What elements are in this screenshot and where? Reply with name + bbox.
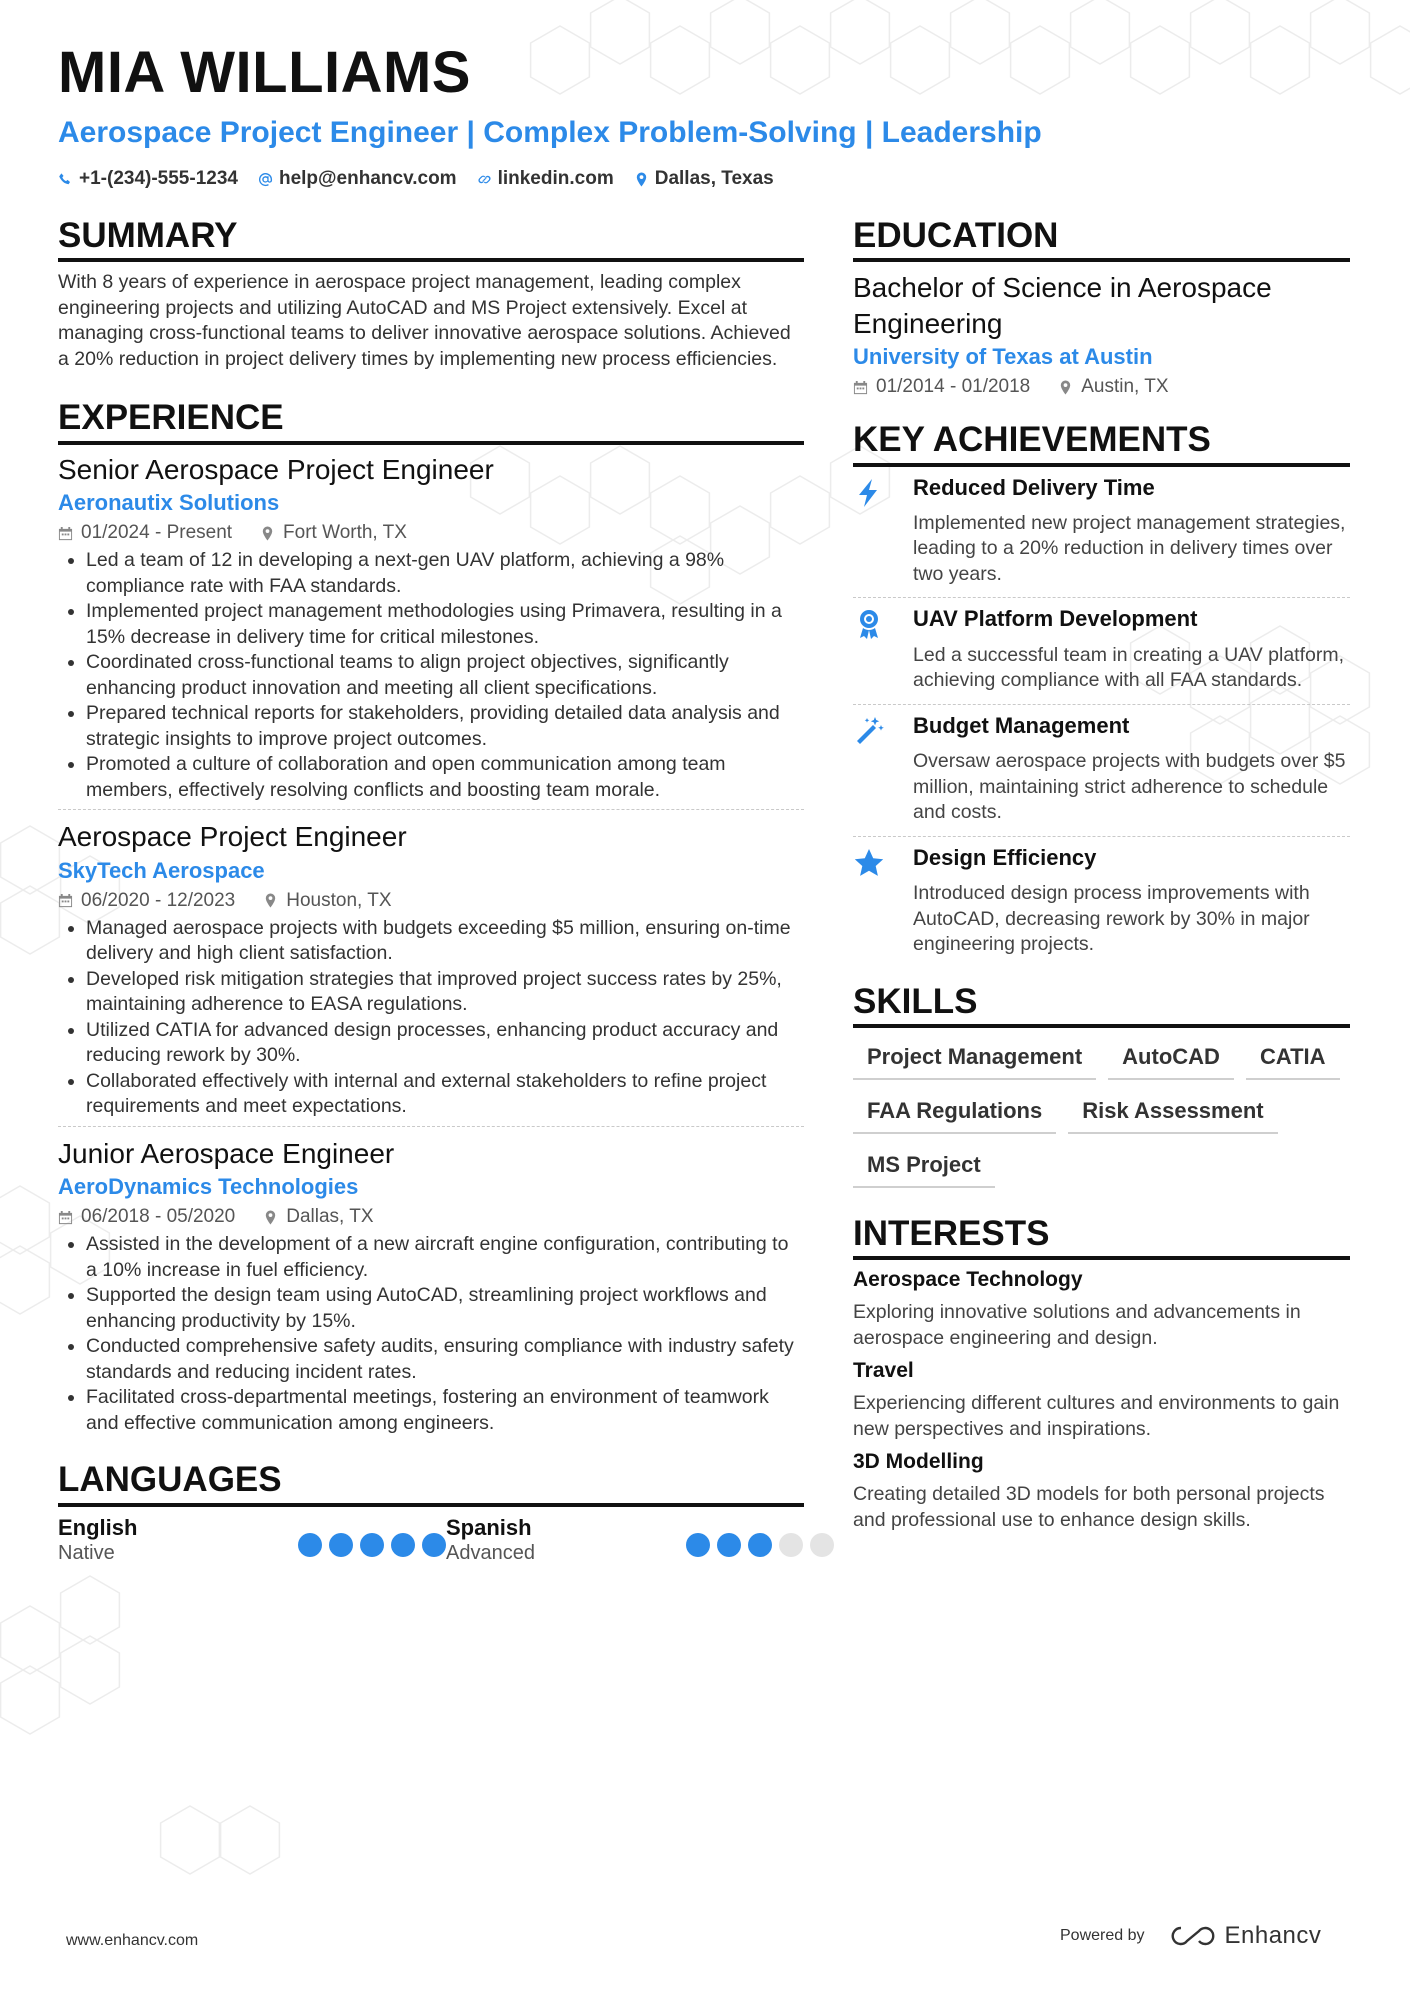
achievements-heading: KEY ACHIEVEMENTS [853,420,1350,466]
contact-email[interactable] [258,168,457,190]
job-dates-text: 01/2024 - Present [81,522,233,544]
summary-heading: SUMMARY [58,216,804,262]
job-location-text: Fort Worth, TX [283,522,407,544]
email-text: help@enhancv.com [278,168,457,189]
languages-heading: LANGUAGES [58,1460,804,1506]
company-name: SkyTech Aerospace [58,857,265,883]
location-pin-icon [1058,380,1073,395]
job-bullet: • Prepared technical reports for stakeholders, providing detailed data analysis and strategic insights to improve project outcomes. [86,701,804,752]
contact-linkedin[interactable] [477,168,614,190]
company-name: Aeronautix Solutions [58,490,280,516]
job-location-text: Dallas, TX [286,1206,374,1228]
skills-list [853,1040,1353,1188]
proficiency-dot-empty [779,1533,803,1557]
job-meta [58,890,804,912]
footer-website[interactable]: www.enhancv.com [66,1932,199,1949]
achievement-item [853,836,1350,968]
calendar-icon [58,893,73,908]
interest-title: Travel [853,1359,914,1383]
linkedin-text: linkedin.com [497,168,614,189]
job-bullet: • Conducted comprehensive safety audits, ensuring compliance with industry safety standards and reducing incident rates. [86,1334,804,1385]
job-title: Aerospace Project Engineer [58,821,407,853]
brand-logo[interactable] [1171,1922,1322,1950]
interest-desc: Creating detailed 3D models for both personal projects and professional use to enhance design skills. [853,1483,1325,1531]
achievement-item [853,597,1350,703]
achievements-section [853,420,1350,967]
job-bullets [58,548,804,803]
interests-heading: INTERESTS [853,1214,1350,1260]
languages-list [58,1515,804,1566]
achievement-title: Reduced Delivery Time [913,474,1155,500]
job-bullets [58,916,804,1120]
job-dates [58,1206,235,1228]
job-bullet: • Assisted in the development of a new aircraft engine configuration, contributing to a 10% increase in fuel efficiency. [86,1232,804,1283]
job-dates-text: 06/2020 - 12/2023 [81,889,236,911]
job-bullet: • Implemented project management methodologies using Primavera, resulting in a 15% decrease in delivery time for critical milestones. [86,599,804,650]
location-pin-icon [634,172,649,187]
achievement-item [853,704,1350,836]
job-bullet: • Developed risk mitigation strategies that improved project success rates by 25%, maintaining adherence to EASA regulations. [86,967,804,1018]
powered-by-label: Powered by [1060,1927,1145,1944]
languages-section [58,1460,804,1566]
interests-section [853,1214,1350,1533]
job-bullet: • Promoted a culture of collaboration and open communication among team members, effectively resolving conflicts and boosting team morale. [86,752,804,803]
education-section [853,216,1350,398]
job-bullet: • Supported the design team using AutoCAD, streamlining project workflows and enhancing productivity by 15%. [86,1283,804,1334]
achievement-title: Budget Management [913,712,1130,738]
job-entry [58,809,804,1126]
achievement-desc: Oversaw aerospace projects with budgets over $5 million, maintaining strict adherence to schedule and costs. [913,750,1346,824]
job-location-text: Houston, TX [286,889,392,911]
education-meta [853,376,1350,398]
calendar-icon [58,526,73,541]
link-icon [477,172,492,187]
proficiency-dot-filled [422,1533,446,1557]
education-dates-text: 01/2014 - 01/2018 [876,376,1031,398]
achievement-title: Design Efficiency [913,844,1097,870]
contact-location [634,168,774,190]
job-bullets [58,1232,804,1436]
proficiency-dot-filled [748,1533,772,1557]
proficiency-dot-filled [391,1533,415,1557]
skills-heading: SKILLS [853,982,1350,1028]
achievement-desc: Led a successful team in creating a UAV platform, achieving compliance with all FAA standards. [913,643,1345,692]
skill-tag: Project Management [853,1040,1096,1080]
right-column [853,216,1350,1533]
job-bullet: • Coordinated cross-functional teams to align project objectives, significantly enhancing product innovation and meeting all client specifications. [86,650,804,701]
summary-text: With 8 years of experience in aerospace project management, leading complex engineering projects and utilizing AutoCAD and MS Project extensively. Excel at managing cross-functional teams to deliver innovative aerospace solutions. Achieved a 20% reduction in project delivery times by implementing new process efficiencies. [58,271,791,370]
achievement-title: UAV Platform Development [913,606,1198,632]
summary-section [58,216,804,372]
job-dates [58,890,235,912]
calendar-icon [853,380,868,395]
candidate-name: MIA WILLIAMS [58,40,471,105]
star-icon [853,847,885,879]
job-bullet: • Led a team of 12 in developing a next-gen UAV platform, achieving a 98% compliance rate with FAA standards. [86,548,804,599]
job-meta [58,522,804,544]
job-entry [58,453,804,810]
location-text: Dallas, Texas [654,168,774,189]
achievement-item [853,467,1350,598]
skill-tag: CATIA [1246,1040,1340,1080]
job-bullet: • Collaborated effectively with internal and external stakeholders to refine project requirements and meet expectations. [86,1069,804,1120]
location-pin-icon [260,526,275,541]
language-name: Spanish [446,1514,532,1540]
proficiency-dot-filled [298,1533,322,1557]
footer-branding [1060,1922,1321,1950]
contact-phone[interactable] [58,168,238,190]
language-item [446,1515,834,1566]
job-title: Senior Aerospace Project Engineer [58,453,494,485]
job-title: Junior Aerospace Engineer [58,1137,395,1169]
proficiency-dots [686,1533,834,1557]
contact-bar [58,168,774,190]
job-bullet: • Managed aerospace projects with budgets exceeding $5 million, ensuring on-time delivery and high client satisfaction. [86,916,804,967]
location-pin-icon [263,1210,278,1225]
job-meta [58,1206,804,1228]
interest-desc: Experiencing different cultures and environments to gain new perspectives and inspirations. [853,1392,1340,1440]
language-name: English [58,1514,138,1540]
language-level: Advanced [446,1541,535,1564]
calendar-icon [58,1210,73,1225]
award-ribbon-icon [853,608,885,640]
phone-text: +1-(234)-555-1234 [79,168,238,189]
proficiency-dot-filled [717,1533,741,1557]
job-bullet: • Utilized CATIA for advanced design processes, enhancing product accuracy and reducing rework by 30%. [86,1018,804,1069]
language-item [58,1515,446,1566]
magic-wand-icon [853,715,885,747]
skills-section [853,982,1350,1188]
proficiency-dot-filled [329,1533,353,1557]
lightning-icon [853,477,885,509]
job-location [260,522,407,544]
skill-tag: MS Project [853,1148,995,1188]
job-entry [58,1126,804,1443]
job-bullet: • Facilitated cross-departmental meetings, fostering an environment of teamwork and effective communication among engineers. [86,1385,804,1436]
skill-tag: FAA Regulations [853,1094,1056,1134]
proficiency-dots [298,1533,446,1557]
interest-title: Aerospace Technology [853,1268,1083,1292]
degree-title: Bachelor of Science in Aerospace Engineering [853,272,1272,340]
phone-icon [58,172,73,187]
enhancv-logo-icon [1171,1924,1217,1948]
achievement-desc: Implemented new project management strategies, leading to a 20% reduction in delivery times over two years. [913,511,1346,585]
skill-tag: Risk Assessment [1068,1094,1277,1134]
location-pin-icon [263,893,278,908]
left-column [58,216,804,1566]
company-name: AeroDynamics Technologies [58,1174,359,1200]
interest-desc: Exploring innovative solutions and advancements in aerospace engineering and design. [853,1301,1301,1349]
education-heading: EDUCATION [853,216,1350,262]
language-level: Native [58,1541,115,1564]
education-location [1058,376,1168,398]
interest-title: 3D Modelling [853,1450,984,1474]
proficiency-dot-filled [360,1533,384,1557]
job-dates-text: 06/2018 - 05/2020 [81,1206,236,1228]
school-name: University of Texas at Austin [853,344,1153,370]
proficiency-dot-filled [686,1533,710,1557]
job-location [263,1206,373,1228]
brand-name: Enhancv [1224,1922,1322,1949]
job-dates [58,522,232,544]
proficiency-dot-empty [810,1533,834,1557]
headline: Aerospace Project Engineer | Complex Problem-Solving | Leadership [58,116,1042,149]
achievement-desc: Introduced design process improvements with AutoCAD, decreasing rework by 30% in major engineering projects. [913,882,1310,956]
education-dates [853,376,1030,398]
experience-section [58,398,804,1442]
job-location [263,890,391,912]
experience-heading: EXPERIENCE [58,398,804,444]
skill-tag: AutoCAD [1108,1040,1234,1080]
at-sign-icon [258,172,273,187]
education-location-text: Austin, TX [1081,376,1169,398]
